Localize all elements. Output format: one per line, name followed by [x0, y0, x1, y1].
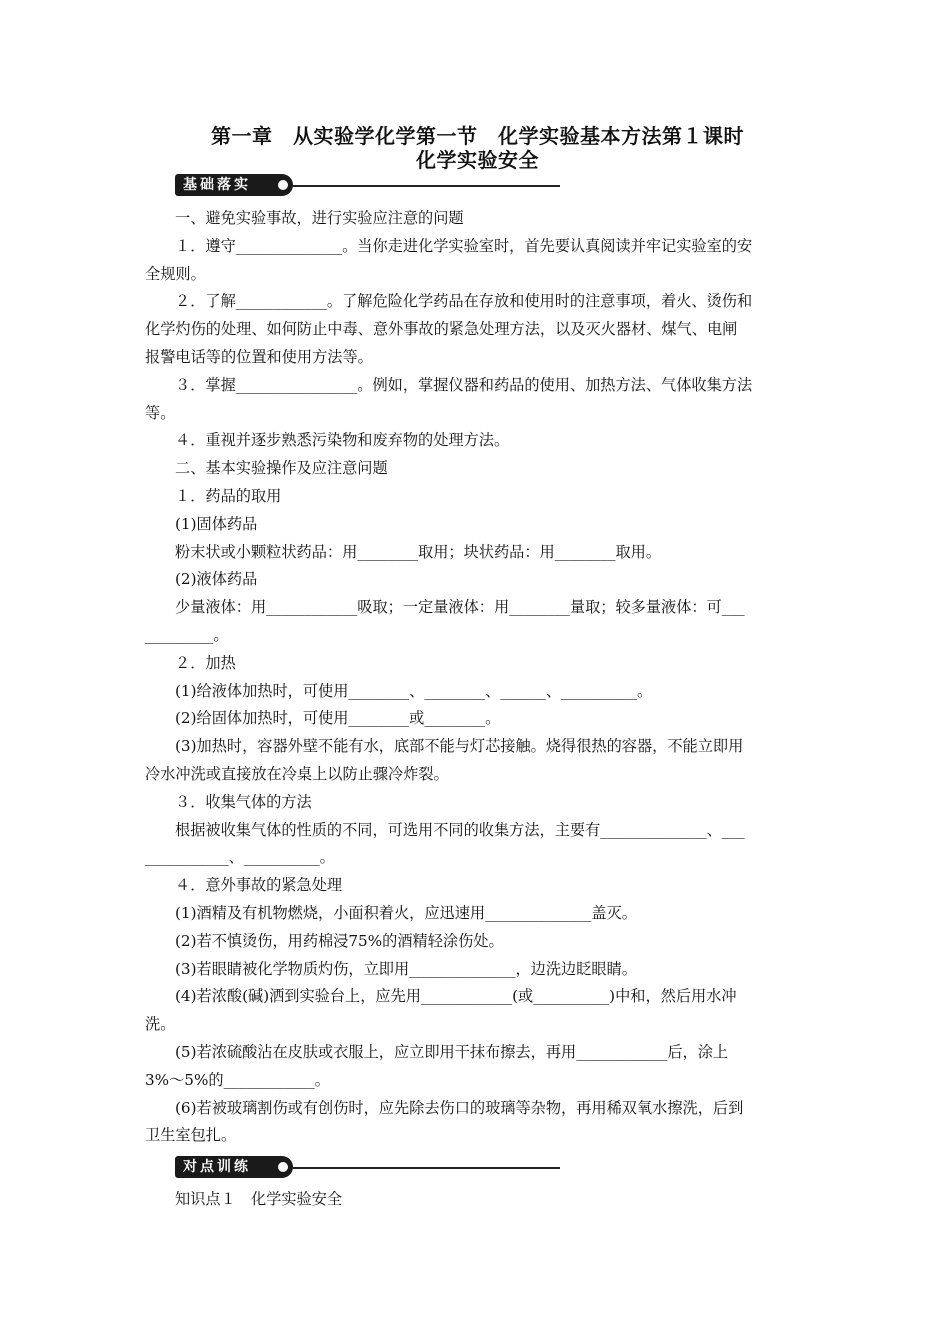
section-header-practice [175, 1156, 560, 1178]
bullet-dot-icon [278, 180, 288, 190]
text-line: ___________、__________。 [145, 848, 335, 867]
section-badge: 对点训练 [175, 1156, 293, 1178]
text-line: (1)固体药品 [175, 514, 258, 533]
text-line: (5)若浓硫酸沾在皮肤或衣服上，应立即用干抹布擦去，再用____________后，涂上 [175, 1042, 729, 1061]
text-line: 洗。 [145, 1015, 176, 1034]
page-subtitle: 化学实验安全 [416, 148, 539, 172]
text-line: ２．加热 [175, 653, 236, 672]
section-badge: 基础落实 [175, 174, 293, 196]
section-header-basics [175, 174, 560, 196]
text-line: ４．重视并逐步熟悉污染物和废弃物的处理方法。 [175, 431, 510, 450]
text-line: 根据被收集气体的性质的不同，可选用不同的收集方法，主要有______________、___ [175, 820, 745, 839]
text-line: (2)若不慎烫伤，用药棉浸75%的酒精轻涂伤处。 [175, 931, 504, 950]
text-line: (1)酒精及有机物燃烧，小面积着火，应迅速用______________盖灭。 [175, 903, 637, 922]
text-line: 粉末状或小颗粒状药品：用________取用；块状药品：用________取用。 [175, 542, 661, 561]
text-line: 二、基本实验操作及应注意问题 [175, 459, 388, 478]
section-rule [293, 1167, 560, 1169]
page-title: 第一章 从实验学化学第一节 化学实验基本方法第１课时 [211, 124, 744, 148]
text-line: (1)给液体加热时，可使用________、________、______、__________。 [175, 681, 653, 700]
text-line: 冷水冲洗或直接放在冷桌上以防止骤冷炸裂。 [145, 764, 449, 783]
text-line: 化学灼伤的处理、如何防止中毒、意外事故的紧急处理方法，以及灭火器材、煤气、电闸 [145, 320, 738, 339]
text-line: (3)加热时，容器外壁不能有水，底部不能与灯芯接触。烧得很热的容器，不能立即用 [175, 737, 744, 756]
text-line: ２．了解____________。了解危险化学药品在存放和使用时的注意事项，着火、烫伤和 [175, 292, 753, 311]
text-line: 报警电话等的位置和使用方法等。 [145, 347, 373, 366]
text-line: (6)若被玻璃割伤或有创伤时，应先除去伤口的玻璃等杂物，再用稀双氧水擦洗，后到 [175, 1098, 744, 1117]
text-line: 等。 [145, 403, 176, 422]
text-line: １．药品的取用 [175, 486, 282, 505]
text-line: (2)给固体加热时，可使用________或________。 [175, 709, 501, 728]
text-line: (3)若眼睛被化学物质灼伤，立即用______________，边洗边眨眼睛。 [175, 959, 637, 978]
text-line: 全规则。 [145, 264, 206, 283]
text-line: (4)若浓酸(碱)洒到实验台上，应先用____________(或__________)中和，然后用水冲 [175, 987, 737, 1006]
text-line: ３．收集气体的方法 [175, 792, 312, 811]
text-line: １．遵守______________。当你走进化学实验室时，首先要认真阅读并牢记实验室的安 [175, 236, 753, 255]
text-line: (2)液体药品 [175, 570, 258, 589]
knowledge-point-block [145, 1186, 810, 1214]
text-line: ４．意外事故的紧急处理 [175, 876, 343, 895]
body-text [145, 205, 810, 1150]
text-line: 少量液体：用____________吸取；一定量液体：用________量取；较多量液体：可___ [175, 598, 745, 617]
text-line: _________。 [145, 625, 229, 644]
section-rule [293, 185, 560, 187]
text-line: 3%～5%的____________。 [145, 1070, 330, 1089]
bullet-dot-icon [278, 1162, 288, 1172]
text-line: 卫生室包扎。 [145, 1126, 237, 1145]
knowledge-point: 知识点１ 化学实验安全 [175, 1190, 343, 1208]
text-line: ３．掌握________________。例如，掌握仪器和药品的使用、加热方法、气体收集方法 [175, 375, 753, 394]
text-line: 一、避免实验事故，进行实验应注意的问题 [175, 209, 464, 227]
